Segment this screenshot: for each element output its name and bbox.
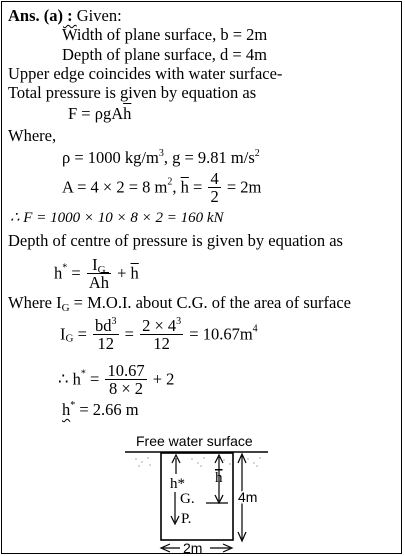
h-star-result: h* = 2.66 m: [62, 400, 139, 419]
therefore-h-star: ∴ h* = $\frac{10.67}{8 \times 2}$ + 2: [58, 361, 175, 399]
given-depth: Depth of plane surface, d = 4m: [62, 45, 267, 64]
therefore-force: ∴ F = 1000 × 10 × 8 × 2 = 160 kN: [10, 210, 224, 226]
h-star-value-fraction: $\frac{10.67}{8 \times 2}$: [107, 361, 145, 399]
free-surface-label: Free water surface: [136, 433, 253, 449]
where-ig-text: Where $I_G = M.O.I$. about C.G. of the area of surface: [8, 293, 352, 314]
ig-fraction-1: $\frac{bd^3}{12}$: [95, 316, 117, 354]
answer-label: Ans. (a): [8, 6, 64, 25]
h-star-arrow: [172, 455, 180, 474]
h-star-label: h*: [170, 476, 185, 492]
given-width: Width of plane surface, b = 2m: [62, 25, 268, 44]
rho-g-values: ρ = 1000 $kg/m^3$, g = 9.81 $m/s^2$: [62, 148, 260, 167]
ig-equation: $I_G$ = $\frac{bd^3}{12}$ = $\frac{2 \times 4^3}{12}$ = $10.67m^4$: [60, 316, 258, 354]
submerged-plate-diagram: [2, 2, 401, 553]
area-equation: A = 4 × 2 = 8 $m^2$, $\overline{h}$ = $\frac{4}{2}$ = 2m: [62, 169, 262, 207]
answer-separator: :: [63, 6, 77, 25]
given-label: Given:: [76, 6, 122, 25]
h-star-fraction: $\frac{I_G}{A\overline{h}}$: [88, 255, 109, 293]
where-text: Where,: [8, 126, 57, 145]
depth-cp-text: Depth of centre of pressure is given by equation as: [8, 231, 343, 250]
answer-document: [1, 1, 402, 554]
p-label: P.: [181, 511, 192, 527]
width-dimension-label: 2m: [183, 540, 203, 553]
area-fraction: $\frac{4}{2}$: [210, 169, 219, 207]
upper-edge-text: Upper edge coincides with water surface-: [8, 64, 283, 83]
h-bar-label: h: [215, 470, 223, 486]
g-label: G.: [180, 491, 195, 507]
force-equation: $F = \rho gA\overline{h}$: [68, 104, 132, 123]
h-star-equation: h* = $\frac{I_G}{A\overline{h}}$ + $\overline{h}$: [54, 255, 139, 293]
ig-fraction-2: $\frac{2 \times 4^3}{12}$: [142, 316, 182, 354]
depth-dimension-label: 4m: [238, 489, 258, 505]
cp-arrow: [171, 492, 179, 524]
total-pressure-text: Total pressure is given by equation as: [8, 83, 257, 102]
